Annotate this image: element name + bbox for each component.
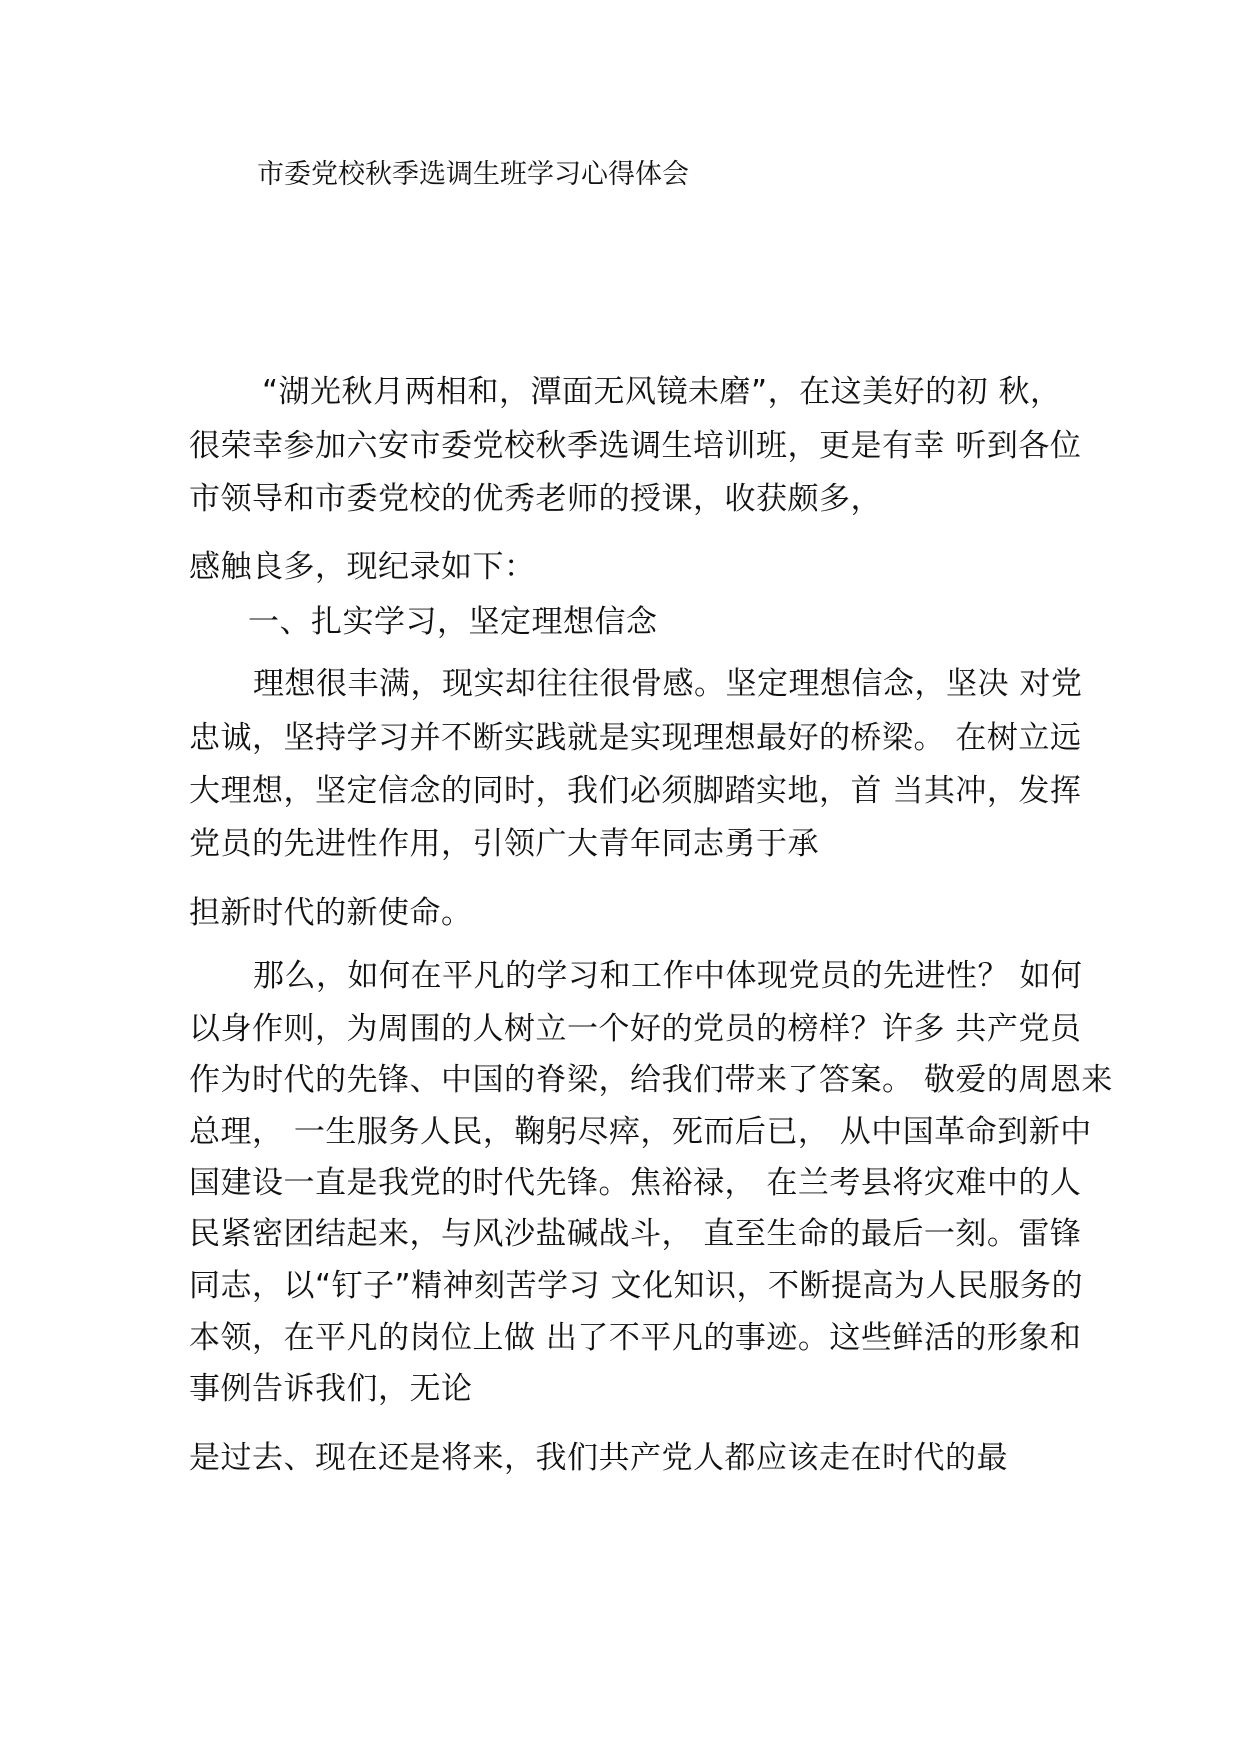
- body-line: 总理， 一生服务人民，鞠躬尽瘁，死而后已， 从中国革命到新中: [189, 1114, 1092, 1150]
- body-line: 那么，如何在平凡的学习和工作中体现党员的先进性？ 如何: [253, 958, 1083, 994]
- body-line: 大理想，坚定信念的同时，我们必须脚踏实地，首 当其冲，发挥: [189, 773, 1082, 809]
- document-title: 市委党校秋季选调生班学习心得体会: [257, 159, 689, 190]
- body-line: 事例告诉我们，无论: [189, 1371, 473, 1407]
- body-line: 感触良多，现纪录如下：: [189, 549, 536, 585]
- body-line: 国建设一直是我党的时代先锋。焦裕禄， 在兰考县将灾难中的人: [189, 1165, 1082, 1201]
- body-line: 市领导和市委党校的优秀老师的授课，收获颇多，: [189, 481, 882, 517]
- body-line: 担新时代的新使命。: [189, 895, 473, 931]
- section-heading: 一、扎实学习，坚定理想信念: [248, 604, 658, 640]
- body-line: 忠诚，坚持学习并不断实践就是实现理想最好的桥梁。 在树立远: [189, 720, 1082, 756]
- body-line: 同志，以“钉子”精神刻苦学习 文化知识，不断提高为人民服务的: [189, 1268, 1083, 1304]
- body-line: 是过去、现在还是将来，我们共产党人都应该走在时代的最: [189, 1440, 1008, 1476]
- body-line: 作为时代的先锋、中国的脊梁，给我们带来了答案。 敬爱的周恩来: [189, 1062, 1113, 1098]
- body-line: 本领，在平凡的岗位上做 出了不平凡的事迹。这些鲜活的形象和: [189, 1320, 1082, 1356]
- body-line: 党员的先进性作用，引领广大青年同志勇于承: [189, 826, 819, 862]
- body-line: 理想很丰满，现实却往往很骨感。坚定理想信念，坚决 对党: [253, 666, 1083, 702]
- body-line: 以身作则，为周围的人树立一个好的党员的榜样？许多 共产党员: [189, 1011, 1082, 1047]
- body-line: 很荣幸参加六安市委党校秋季选调生培训班，更是有幸 听到各位: [189, 428, 1082, 464]
- body-line: “湖光秋月两相和，潭面无风镜未磨”，在这美好的初 秋，: [262, 374, 1062, 410]
- body-line: 民紧密团结起来，与风沙盐碱战斗， 直至生命的最后一刻。雷锋: [189, 1216, 1082, 1252]
